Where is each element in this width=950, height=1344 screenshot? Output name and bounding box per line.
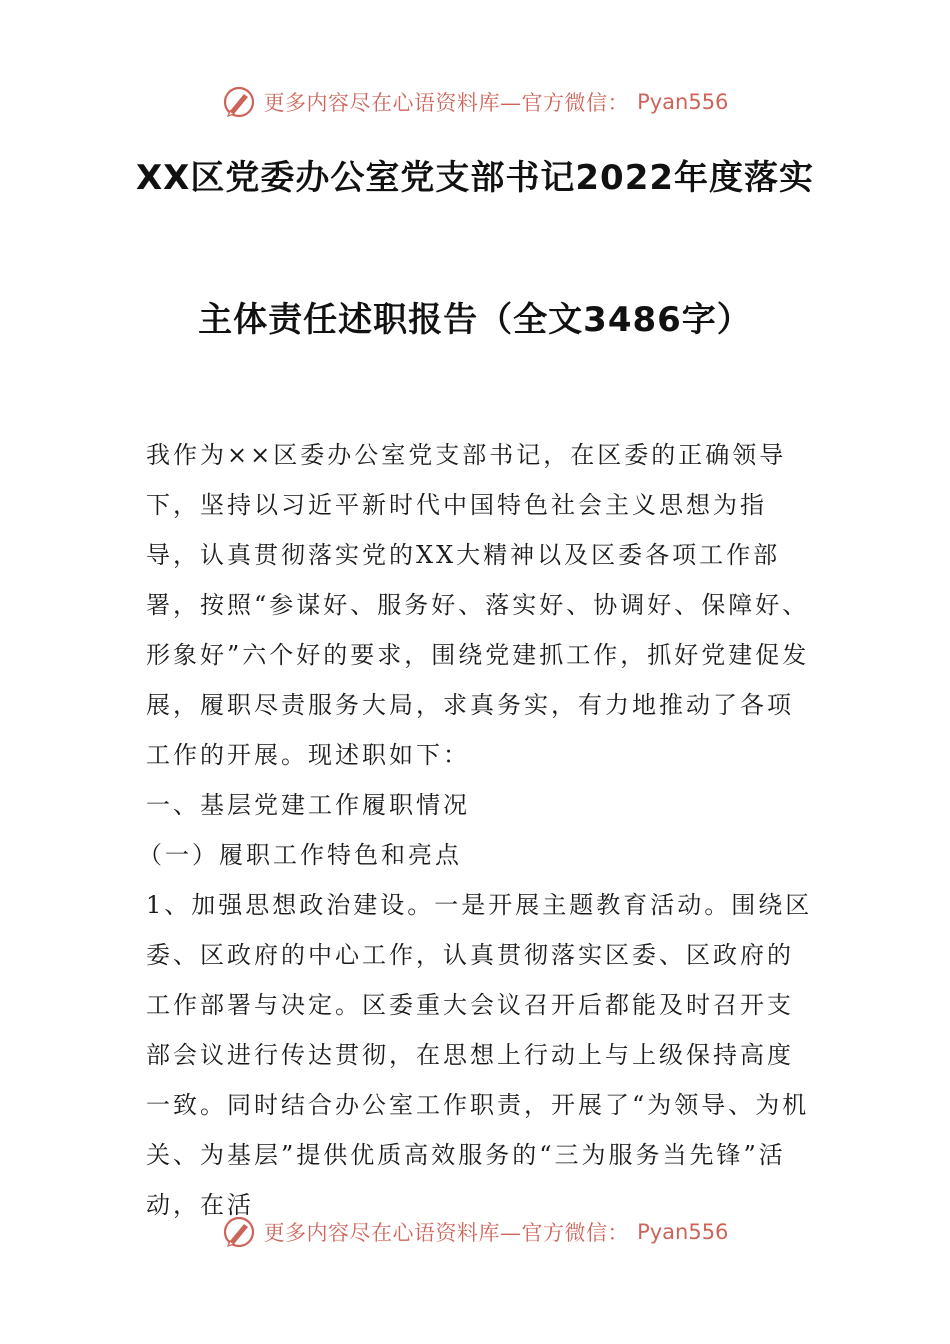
document-title-line-1: XX区党委办公室党支部书记2022年度落实 — [135, 158, 815, 198]
watermark-footer — [0, 1212, 950, 1252]
watermark-text: 更多内容尽在心语资料库—官方微信： — [263, 1221, 630, 1245]
item-paragraph: 1、加强思想政治建设。一是开展主题教育活动。围绕区委、区政府的中心工作，认真贯彻落实区委、区政府的工作部署与决定。区委重大会议召开后都能及时召开支部会议进行传达贯彻，在思想上行动上与上级保持高度一致。同时结合办公室工作职责，开展了“为领导、为机关、为基层”提供优质高效服务的“三为服务当先锋”活动，在活 — [146, 891, 813, 1219]
subsection-heading: （一）履职工作特色和亮点 — [138, 841, 462, 869]
watermark-wechat-id: Pyan556 — [637, 1220, 729, 1244]
intro-paragraph: 我作为××区委办公室党支部书记，在区委的正确领导下，坚持以习近平新时代中国特色社会主义思想为指导，认真贯彻落实党的XX大精神以及区委各项工作部署，按照“参谋好、服务好、落实好、协调好、保障好、形象好”六个好的要求，围绕党建抓工作，抓好党建促发展，履职尽责服务大局，求真务实，有力地推动了各项工作的开展。现述职如下： — [146, 441, 810, 769]
section-heading: 一、基层党建工作履职情况 — [146, 791, 470, 819]
document-body — [138, 430, 816, 1230]
pen-logo-icon — [222, 1215, 256, 1249]
pen-logo-icon — [222, 85, 256, 119]
watermark-header — [0, 82, 950, 122]
document-title-line-2: 主体责任述职报告（全文3486字） — [198, 300, 752, 340]
watermark-text: 更多内容尽在心语资料库—官方微信： — [263, 91, 630, 115]
watermark-wechat-id: Pyan556 — [637, 90, 729, 114]
